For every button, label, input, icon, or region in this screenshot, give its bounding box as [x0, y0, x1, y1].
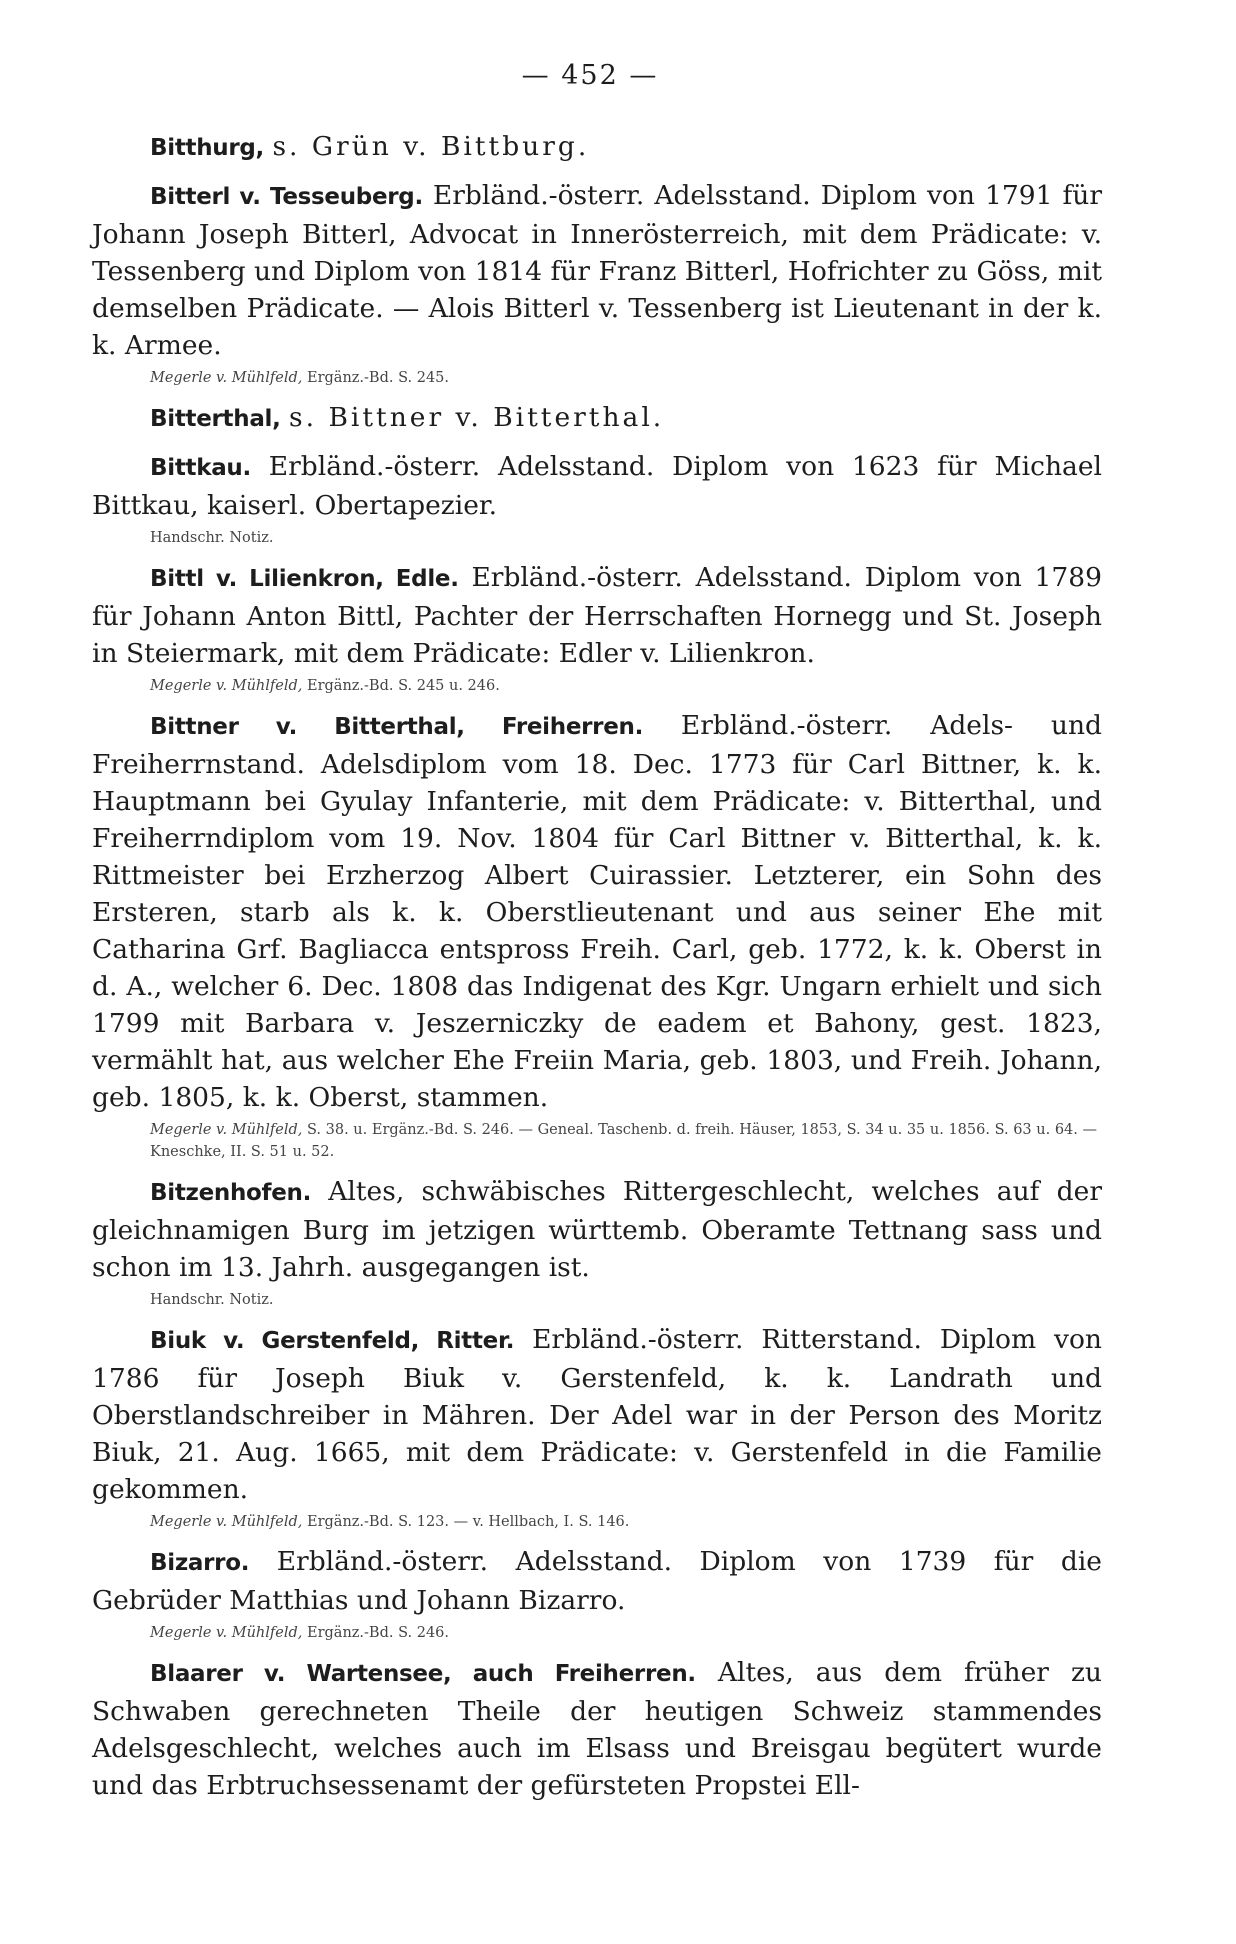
- entry-bittl: [92, 559, 1102, 697]
- entry-bitterthal: [92, 399, 1102, 438]
- entry-body: s. Bittner v. Bitterthal.: [289, 402, 665, 433]
- source-author: Megerle v. Mühlfeld,: [150, 370, 303, 386]
- entry-source: [92, 1511, 1102, 1533]
- entry-bizarro: [92, 1543, 1102, 1644]
- entry-headword: Bitthurg,: [150, 135, 264, 161]
- entry-body: Erbländ.-österr. Adelsstand. Diplom von 1739 für die Gebrüder Matthias und Johann Bizarro.: [92, 1546, 1102, 1616]
- source-reference: Ergänz.-Bd. S. 245 u. 246.: [307, 678, 500, 694]
- entry-headword: Blaarer v. Wartensee, auch Freiherren.: [150, 1661, 696, 1687]
- entry-body: Altes, schwäbisches Rittergeschlecht, welches auf der gleichnamigen Burg im jetzigen württemb. Oberamte Tettnang sass und schon im 13. Jahrh. ausgegangen ist.: [92, 1176, 1102, 1283]
- source-reference: Handschr. Notiz.: [150, 1292, 274, 1308]
- entry-bittkau: [92, 448, 1102, 549]
- entry-headword: Bittkau.: [150, 455, 251, 481]
- entry-body: s. Grün v. Bittburg.: [272, 131, 590, 162]
- source-reference: Ergänz.-Bd. S. 245.: [307, 370, 450, 386]
- entry-text: [92, 399, 1102, 438]
- entry-text: [92, 1321, 1102, 1508]
- entry-body: Altes, aus dem früher zu Schwaben gerechneten Theile der heutigen Schweiz stammendes Adelsgeschlecht, welches auch im Elsass und Breisgau begütert wurde und das Erbtruchsessenamt der gefürsteten Propstei Ell-: [92, 1657, 1102, 1801]
- entry-source: [92, 1289, 1102, 1311]
- entry-source: [92, 1119, 1102, 1163]
- source-reference: S. 38. u. Ergänz.-Bd. S. 246. — Geneal. Taschenb. d. freih. Häuser, 1853, S. 34 u. 35 u. 1856. S. 63 u. 64. — Kneschke, II. S. 51 u. 52.: [150, 1122, 1097, 1160]
- entry-bittner: [92, 707, 1102, 1163]
- entry-text: [92, 559, 1102, 672]
- page-number: — 452 —: [521, 60, 659, 91]
- entry-blaarer: [92, 1654, 1102, 1804]
- entry-bitthurg: [92, 128, 1102, 167]
- entry-body: Erbländ.-österr. Adels- und Freiherrnstand. Adelsdiplom vom 18. Dec. 1773 für Carl Bittner, k. k. Hauptmann bei Gyulay Infanterie, mit dem Prädicate: v. Bitterthal, und Freiherrndiplom vom 19. Nov. 1804 für Carl Bittner v. Bitterthal, k. k. Rittmeister bei Erzherzog Albert Cuirassier. Letzterer, ein Sohn des Ersteren, starb als k. k. Oberstlieutenant und aus seiner Ehe mit Catharina Grf. Bagliacca entspross Freih. Carl, geb. 1772, k. k. Oberst in d. A., welcher 6. Dec. 1808 das Indigenat des Kgr. Ungarn erhielt und sich 1799 mit Barbara v. Jeszerniczky de eadem et Bahony, gest. 1823, vermählt hat, aus welcher Ehe Freiin Maria, geb. 1803, und Freih. Johann, geb. 1805, k. k. Oberst, stammen.: [92, 710, 1102, 1113]
- entry-headword: Bittner v. Bitterthal, Freiherren.: [150, 714, 644, 740]
- entry-text: [92, 707, 1102, 1116]
- source-author: Megerle v. Mühlfeld,: [150, 1625, 303, 1641]
- entry-headword: Bitzenhofen.: [150, 1180, 312, 1206]
- source-author: Megerle v. Mühlfeld,: [150, 1122, 303, 1138]
- source-reference: Ergänz.-Bd. S. 123. — v. Hellbach, I. S. 146.: [307, 1514, 630, 1530]
- source-author: Megerle v. Mühlfeld,: [150, 678, 303, 694]
- entry-text: [92, 1173, 1102, 1286]
- source-reference: Ergänz.-Bd. S. 246.: [307, 1625, 450, 1641]
- entry-headword: Bitterthal,: [150, 406, 281, 432]
- source-author: Megerle v. Mühlfeld,: [150, 1514, 303, 1530]
- entry-text: [92, 128, 1102, 167]
- entry-biuk: [92, 1321, 1102, 1533]
- entry-text: [92, 177, 1102, 364]
- entry-bitzenhofen: [92, 1173, 1102, 1311]
- entry-text: [92, 448, 1102, 524]
- source-reference: Handschr. Notiz.: [150, 530, 274, 546]
- entry-body: Erbländ.-österr. Adelsstand. Diplom von 1791 für Johann Joseph Bitterl, Advocat in Innerösterreich, mit dem Prädicate: v. Tessenberg und Diplom von 1814 für Franz Bitterl, Hofrichter zu Göss, mit demselben Prädicate. — Alois Bitterl v. Tessenberg ist Lieutenant in der k. k. Armee.: [92, 180, 1102, 361]
- entry-headword: Bizarro.: [150, 1550, 250, 1576]
- entry-source: [92, 527, 1102, 549]
- entry-text: [92, 1654, 1102, 1804]
- entry-body: Erbländ.-österr. Adelsstand. Diplom von 1789 für Johann Anton Bittl, Pachter der Herrschaften Hornegg und St. Joseph in Steiermark, mit dem Prädicate: Edler v. Lilienkron.: [92, 562, 1102, 669]
- entry-source: [92, 367, 1102, 389]
- entry-headword: Biuk v. Gerstenfeld, Ritter.: [150, 1328, 515, 1354]
- entry-body: Erbländ.-österr. Adelsstand. Diplom von 1623 für Michael Bittkau, kaiserl. Obertapezier.: [92, 451, 1102, 521]
- entry-text: [92, 1543, 1102, 1619]
- entry-bitterl: [92, 177, 1102, 389]
- entry-source: [92, 675, 1102, 697]
- text-column: [92, 128, 1102, 1814]
- entry-headword: Bitterl v. Tesseuberg.: [150, 184, 423, 210]
- entry-source: [92, 1622, 1102, 1644]
- entry-headword: Bittl v. Lilienkron, Edle.: [150, 566, 459, 592]
- entry-body: Erbländ.-österr. Ritterstand. Diplom von 1786 für Joseph Biuk v. Gerstenfeld, k. k. Landrath und Oberstlandschreiber in Mähren. Der Adel war in der Person des Moritz Biuk, 21. Aug. 1665, mit dem Prädicate: v. Gerstenfeld in die Familie gekommen.: [92, 1324, 1102, 1505]
